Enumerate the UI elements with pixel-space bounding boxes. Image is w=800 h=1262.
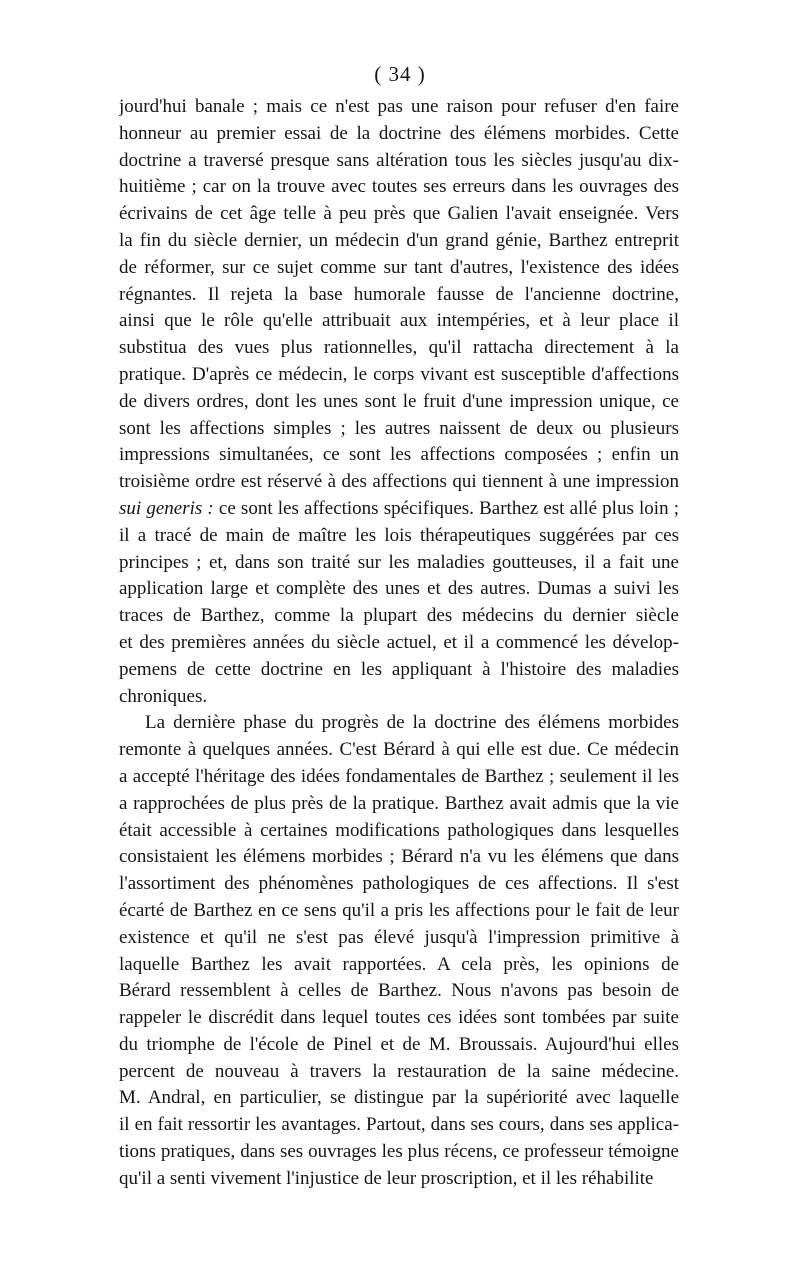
text-line: principes ; et, dans son traité sur les maladies goutteuses, il a fait une xyxy=(119,551,679,573)
text-line: percent de nouveau à travers la restauration de la saine médecine. xyxy=(119,1060,679,1082)
page-number: ( 34 ) xyxy=(374,62,426,86)
text-line: substitua des vues plus rationnelles, qu'il rattacha directement à la xyxy=(119,337,679,359)
text-line: impressions simultanées, ce sont les affections composées ; enfin un xyxy=(119,444,679,466)
text-line: remonte à quelques années. C'est Bérard à qui elle est due. Ce médecin xyxy=(119,739,679,761)
text-line: laquelle Barthez les avait rapportées. A cela près, les opinions de xyxy=(119,953,679,975)
text-line: pratique. D'après ce médecin, le corps vivant est susceptible d'affections xyxy=(119,363,679,385)
text-line: Bérard ressemblent à celles de Barthez. Nous n'avons pas besoin de xyxy=(119,980,679,1002)
text-line: qu'il a senti vivement l'injustice de leur proscription, et il les réhabilite xyxy=(119,1167,654,1189)
text-line: sont les affections simples ; les autres naissent de deux ou plusieurs xyxy=(119,417,679,439)
paragraph xyxy=(119,94,679,710)
text-line: il a tracé de main de maître les lois thérapeutiques suggérées par ces xyxy=(119,524,679,546)
text-line: la fin du siècle dernier, un médecin d'un grand génie, Barthez entreprit xyxy=(119,229,679,251)
text-line: était accessible à certaines modifications pathologiques dans lesquelles xyxy=(119,819,679,841)
text-line: de divers ordres, dont les unes sont le fruit d'une impression unique, ce xyxy=(119,390,679,412)
text-line: huitième ; car on la trouve avec toutes ses erreurs dans les ouvrages des xyxy=(119,176,679,198)
text-line: pemens de cette doctrine en les appliquant à l'histoire des maladies xyxy=(119,658,679,680)
text-line: sui generis : ce sont les affections spécifiques. Barthez est allé plus loin ; xyxy=(119,497,679,519)
text-line: rappeler le discrédit dans lequel toutes ces idées sont tombées par suite xyxy=(119,1007,679,1029)
body-text xyxy=(119,94,679,1193)
text-line: traces de Barthez, comme la plupart des médecins du dernier siècle xyxy=(119,605,679,627)
text-line: régnantes. Il rejeta la base humorale fausse de l'ancienne doctrine, xyxy=(119,283,679,305)
text-line: et des premières années du siècle actuel, et il a commencé les dévelop- xyxy=(119,631,679,653)
text-line: chroniques. xyxy=(119,685,208,707)
text-line: consistaient les élémens morbides ; Bérard n'a vu les élémens que dans xyxy=(119,846,679,868)
paragraph xyxy=(119,710,679,1192)
text-line: il en fait ressortir les avantages. Partout, dans ses cours, dans ses applica- xyxy=(119,1114,679,1136)
text-line: du triomphe de l'école de Pinel et de M. Broussais. Aujourd'hui elles xyxy=(119,1033,679,1055)
text-line: doctrine a traversé presque sans altération tous les siècles jusqu'au dix- xyxy=(119,149,679,171)
text-line: existence et qu'il ne s'est pas élevé jusqu'à l'impression primitive à xyxy=(119,926,679,948)
text-line: jourd'hui banale ; mais ce n'est pas une raison pour refuser d'en faire xyxy=(119,96,679,117)
text-line: l'assortiment des phénomènes pathologiques de ces affections. Il s'est xyxy=(119,873,679,895)
text-line: de réformer, sur ce sujet comme sur tant d'autres, l'existence des idées xyxy=(119,256,679,278)
text-line: ainsi que le rôle qu'elle attribuait aux intempéries, et à leur place il xyxy=(119,310,679,332)
text-line: M. Andral, en particulier, se distingue par la supériorité avec laquelle xyxy=(119,1087,679,1109)
text-line: application large et complète des unes et des autres. Dumas a suivi les xyxy=(119,578,679,600)
text-line: écrivains de cet âge telle à peu près que Galien l'avait enseignée. Vers xyxy=(119,203,679,225)
text-line: troisième ordre est réservé à des affections qui tiennent à une impression xyxy=(119,471,679,493)
text-line: a accepté l'héritage des idées fondamentales de Barthez ; seulement il les xyxy=(119,765,679,787)
text-line: écarté de Barthez en ce sens qu'il a pris les affections pour le fait de leur xyxy=(119,899,679,921)
text-line: La dernière phase du progrès de la doctrine des élémens morbides xyxy=(145,712,679,734)
text-line: a rapprochées de plus près de la pratique. Barthez avait admis que la vie xyxy=(119,792,679,814)
text-line: honneur au premier essai de la doctrine des élémens morbides. Cette xyxy=(119,122,679,144)
text-line: tions pratiques, dans ses ouvrages les plus récens, ce professeur témoigne xyxy=(119,1141,679,1163)
